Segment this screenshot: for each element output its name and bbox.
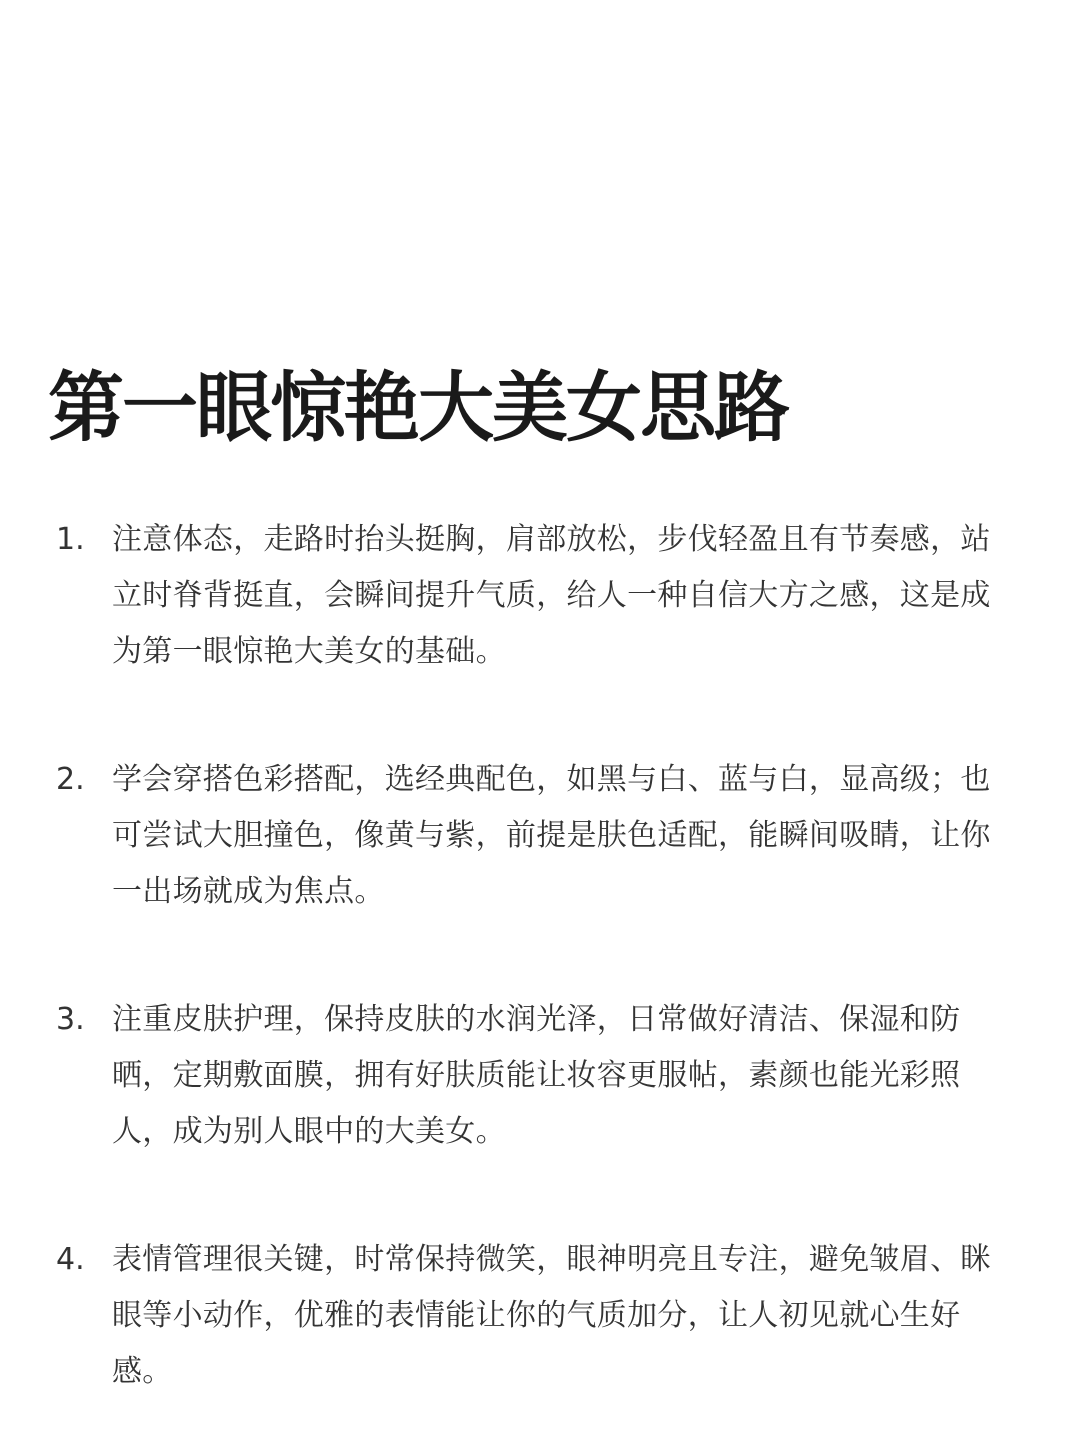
list-item-text: 注重皮肤护理，保持皮肤的水润光泽，日常做好清洁、保湿和防晒，定期敷面膜，拥有好肤质能让妆容更服帖，素颜也能光彩照人，成为别人眼中的大美女。 [112,1002,961,1149]
list-item-number: 3. [56,1002,85,1037]
list-item [56,992,1016,1160]
page-title: 第一眼惊艳大美女思路 [48,363,788,452]
list-item [56,512,1016,680]
list-item-number: 2. [56,762,85,797]
list-item [56,1232,1016,1400]
list-item-number: 4. [56,1242,85,1277]
list-item-text: 学会穿搭色彩搭配，选经典配色，如黑与白、蓝与白，显高级；也可尝试大胆撞色，像黄与紫，前提是肤色适配，能瞬间吸睛，让你一出场就成为焦点。 [112,762,991,909]
list-item-text: 注意体态，走路时抬头挺胸，肩部放松，步伐轻盈且有节奏感，站立时脊背挺直，会瞬间提升气质，给人一种自信大方之感，这是成为第一眼惊艳大美女的基础。 [112,522,991,669]
list-item-text: 表情管理很关键，时常保持微笑，眼神明亮且专注，避免皱眉、眯眼等小动作，优雅的表情能让你的气质加分，让人初见就心生好感。 [112,1242,991,1389]
list-item [56,752,1016,920]
list-item-number: 1. [56,522,85,557]
